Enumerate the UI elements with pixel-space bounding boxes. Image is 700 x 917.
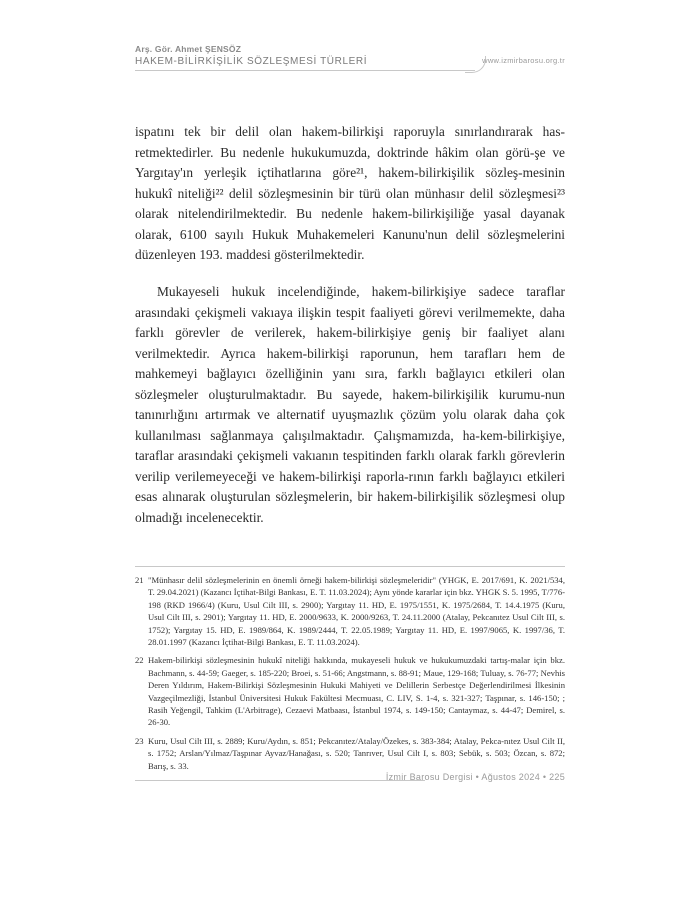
footnote-number: 21: [135, 575, 144, 585]
footnote-text: Kuru, Usul Cilt III, s. 2889; Kuru/Aydın, s. 851; Pekcanıtez/Atalay/Özekes, s. 383-384; Atalay, Pekca-nıtez Usul Cilt II, s. 1752; Arslan/Yılmaz/Taşpınar Ayvaz/Hanağası, s. 520; Tanrıver, Usul Cilt I, s. 803; Sebük, s. 503; Özcan, s. 872; Barış, s. 33.: [148, 735, 565, 771]
footnote-23: [135, 735, 565, 772]
footer-journal-info: İzmir Barosu Dergisi • Ağustos 2024 • 225: [385, 772, 565, 782]
section-title: HAKEM-BİLİRKİŞİLİK SÖZLEŞMESİ TÜRLERİ: [135, 56, 368, 67]
footnote-rule: [135, 566, 565, 567]
author-name: Arş. Gör. Ahmet ŞENSÖZ: [135, 44, 242, 54]
website-link[interactable]: www.izmirbarosu.org.tr: [482, 56, 565, 65]
footnote-number: 22: [135, 655, 144, 666]
footnotes: [135, 574, 565, 778]
footnote-text: "Münhasır delil sözleşmelerinin en önemli örneği hakem-bilirkişi sözleşmeleridir" (YHGK, E. 2017/691, K. 2021/534, T. 29.04.2021) (Kazancı İçtihat-Bilgi Bankası, E. T. 11.03.2024); Aynı yönde kararlar için bkz. YHGK S. 5. 1995, T/776-198 (RKD 1966/4) (Kuru, Usul Cilt III, s. 2900); Yargıtay 11. HD, E. 1975/1551, K. 1975/2684, T. 14.4.1975 (Kuru, Usul Cilt III, s. 2901); Yargıtay 11. HD, E. 2000/9633, K. 2000/9263, T. 24.11.2000 (Atalay, Pekcanıtez Usul Cilt III, s. 1752); Yargıtay 15. HD, E. 1989/864, K. 1989/2444, T. 22.05.1989; Yargıtay 11. HD, E. 1997/9065, K. 1997/36, T. 28.01.1997 (Kazancı İçtihat-Bilgi Bankası, E. T. 11.03.2024).: [148, 575, 565, 648]
footnote-number: 23: [135, 735, 144, 746]
footnote-21: [135, 574, 565, 648]
header-rule: [135, 70, 475, 71]
body-paragraph-1: ispatını tek bir delil olan hakem-bilirkişi raporuyla sınırlandırarak has-retmektedirler. Bu nedenle hukukumuzda, doktrinde hâkim olan görü-şe ve Yargıtay'ın yerleşik içtihatlarına göre²¹, hakem-bilirkişilik sözleş-mesinin hukukî niteliği²² delil sözleşmesinin bir türü olan münhasır delil sözleşmesi²³ olarak nitelendirilmektedir. Bu nedenle hakem-bilirkişiliğe yasal dayanak olarak, 6100 sayılı Hukuk Muhakemeleri Kanunu'nun delil sözleşmelerini düzenleyen 193. maddesi gösterilmektedir.: [135, 124, 565, 262]
body-paragraph-2: Mukayeseli hukuk incelendiğinde, hakem-bilirkişiye sadece taraflar arasındaki çekişmeli vakıaya ilişkin tespit faaliyeti görevi verilmemekte, daha farklı görevler de verilerek, hakem-bilirkişiye geniş bir faaliyet alanı verilmektedir. Ayrıca hakem-bilirkişi raporunun, hem tarafları hem de mahkemeyi bağlayıcı özelliğinin yanı sıra, farklı bağlayıcı etkileri olan sözleşmeler oluşturulmaktadır. Bu sayede, hakem-bilirkişilik kurumu-nun tanınırlığını artırmak ve alternatif uyuşmazlık çözüm yolu olarak daha çok kullanılması sağlanmaya çalışılmaktadır. Çalışmamızda, ha-kem-bilirkişiye, taraflar arasındaki çekişmeli vakıanın tespitinden farklı olarak farklı görevlerin verilip verilemeyeceği ve hakem-bilirkişi raporla-rının farklı bağlayıcı etkileri esas alınarak oluşturulan sözleşmelerin, bir hakem-bilirkişilik sözleşmesi olup olmadığı incelenecektir.: [135, 284, 565, 525]
footnote-text: Hakem-bilirkişi sözleşmesinin hukukî niteliği hakkında, mukayeseli hukuk ve hukukumuzdaki tartış-malar için bkz. Bachmann, s. 44-59; Gaeger, s. 185-220; Broei, s. 51-66; Angstmann, s. 88-91; Maue, 129-168; Tuluay, s. 76-77; Nevhis Deren Yıldırım, Hakem-Bilirkişi Sözleşmesinin Hukuki Mahiyeti ve Delillerin Serbestçe Değerlendirilmesi İlkesinin Vazgeçilmezliği, İstanbul Üniversitesi Hukuk Fakültesi Mecmuası, C. LIV, S. 1-4, s. 321-327; Taşpınar, s. 146-150; ; Rasih Yeğengil, Tahkim (L'Arbitrage), Cezaevi Matbaası, İstanbul 1974, s. 149-150; Cantaymaz, s. 44-47; Demirel, s. 26-30.: [148, 655, 565, 728]
footer-rule: [135, 780, 425, 781]
page-header: [135, 44, 565, 84]
page-footer: [135, 770, 565, 786]
footnote-22: [135, 654, 565, 728]
